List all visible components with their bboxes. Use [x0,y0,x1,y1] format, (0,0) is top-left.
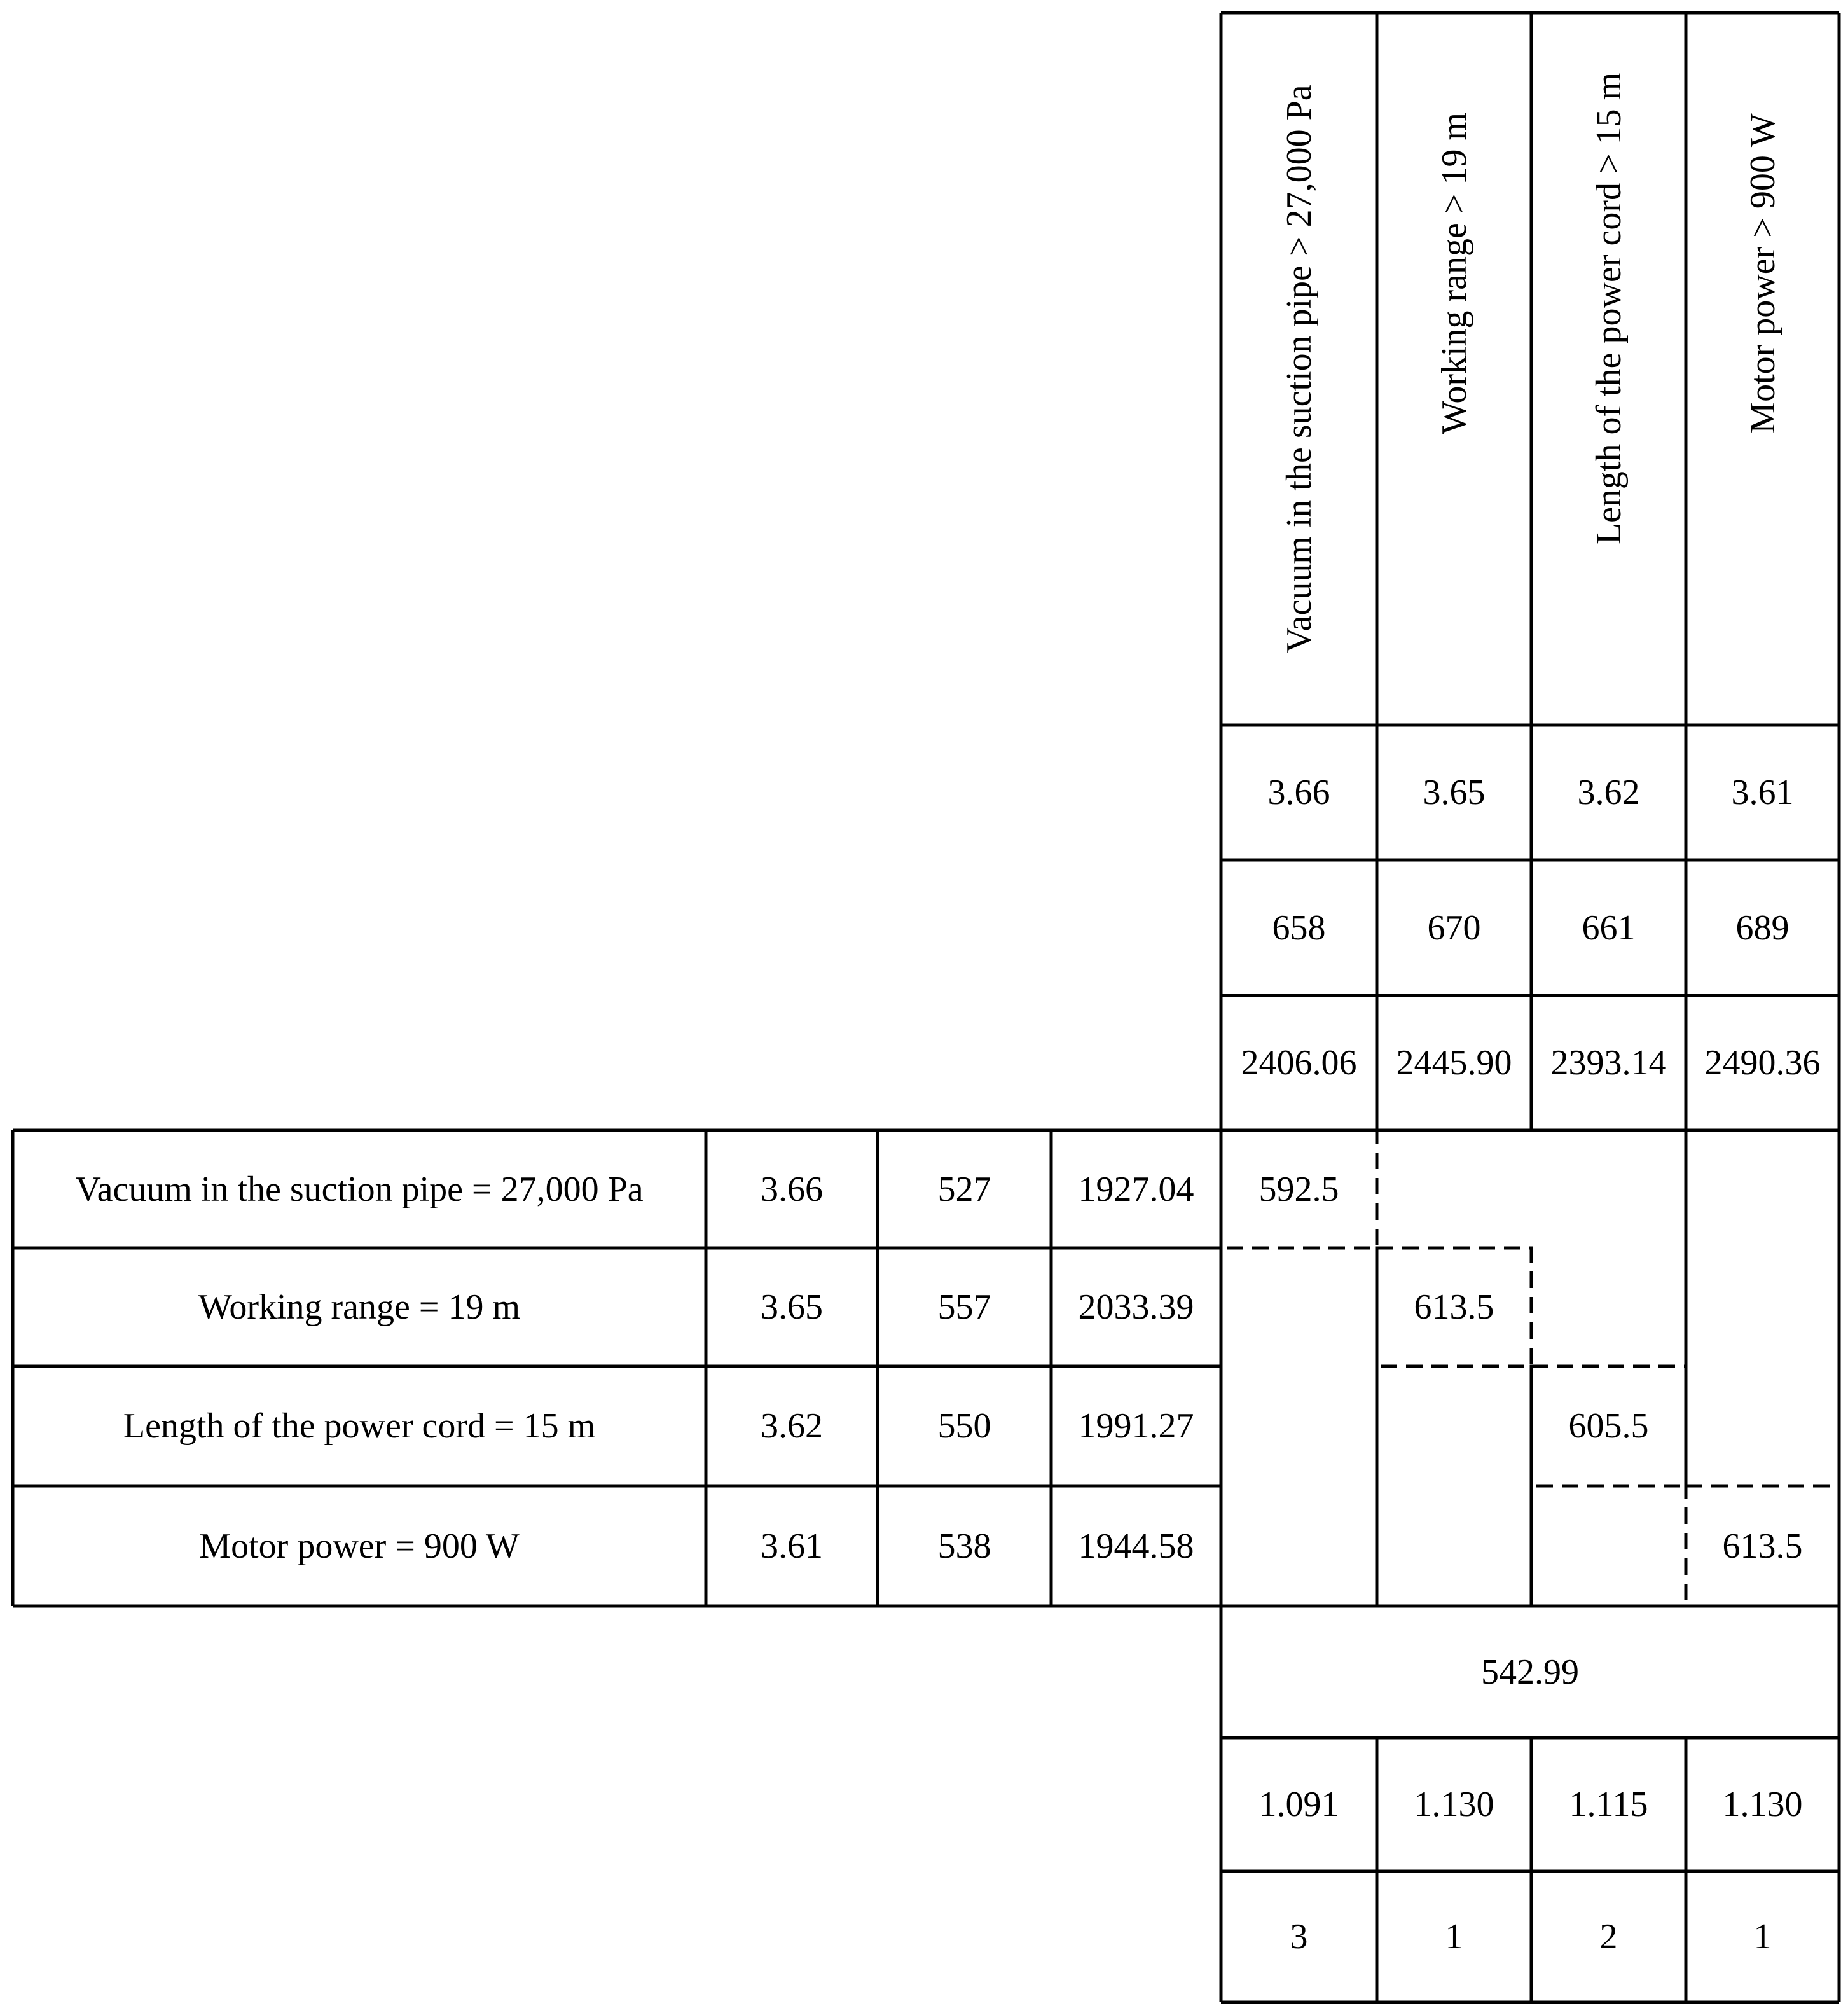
diagonal-value-2: 613.5 [1414,1287,1494,1327]
bottom-row1-c2: 1.130 [1414,1785,1494,1824]
row3-v1: 3.62 [761,1406,823,1446]
bottom-row1-c4: 1.130 [1722,1785,1803,1824]
row2-v2: 557 [937,1287,991,1327]
bottom-row2-c1: 3 [1290,1917,1308,1956]
merged-total: 542.99 [1481,1652,1579,1692]
bottom-row1-c3: 1.115 [1569,1785,1648,1824]
row1-v1: 3.66 [761,1169,823,1209]
row4-v2: 538 [937,1526,991,1566]
row-label-power-cord: Length of the power cord = 15 m [123,1406,596,1446]
diagonal-value-4: 613.5 [1722,1526,1803,1566]
col-row3-c1: 2406.06 [1241,1043,1357,1083]
col-row3-c3: 2393.14 [1550,1043,1667,1083]
col-row1-c1: 3.66 [1267,773,1330,812]
row-label-vacuum: Vacuum in the suction pipe = 27,000 Pa [75,1169,644,1209]
row-label-motor-power: Motor power = 900 W [199,1526,520,1566]
diagonal-value-3: 605.5 [1568,1406,1649,1446]
row4-v1: 3.61 [761,1526,823,1566]
bottom-row2-c4: 1 [1753,1917,1772,1956]
col-row2-c1: 658 [1272,908,1326,948]
col-row1-c3: 3.62 [1577,773,1640,812]
row1-v3: 1927.04 [1078,1169,1194,1209]
row1-v2: 527 [937,1169,991,1209]
column-header-vacuum: Vacuum in the suction pipe > 27,000 Pa [1279,85,1319,653]
column-header-power-cord: Length of the power cord > 15 m [1589,72,1629,545]
column-header-motor-power: Motor power > 900 W [1742,113,1782,434]
col-row1-c4: 3.61 [1731,773,1794,812]
col-row3-c2: 2445.90 [1396,1043,1512,1083]
row3-v3: 1991.27 [1078,1406,1194,1446]
row-label-working-range: Working range = 19 m [198,1287,521,1327]
diagonal-value-1: 592.5 [1258,1169,1339,1209]
bottom-row2-c3: 2 [1599,1917,1618,1956]
row3-v2: 550 [937,1406,991,1446]
row2-v1: 3.65 [761,1287,823,1327]
col-row1-c2: 3.65 [1423,773,1486,812]
col-row3-c4: 2490.36 [1704,1043,1821,1083]
bottom-row2-c2: 1 [1445,1917,1463,1956]
bottom-row1-c1: 1.091 [1258,1785,1339,1824]
row2-v3: 2033.39 [1078,1287,1194,1327]
col-row2-c2: 670 [1427,908,1481,948]
col-row2-c4: 689 [1735,908,1789,948]
col-row2-c3: 661 [1582,908,1636,948]
row4-v3: 1944.58 [1078,1526,1194,1566]
column-header-working-range: Working range > 19 m [1434,112,1474,435]
